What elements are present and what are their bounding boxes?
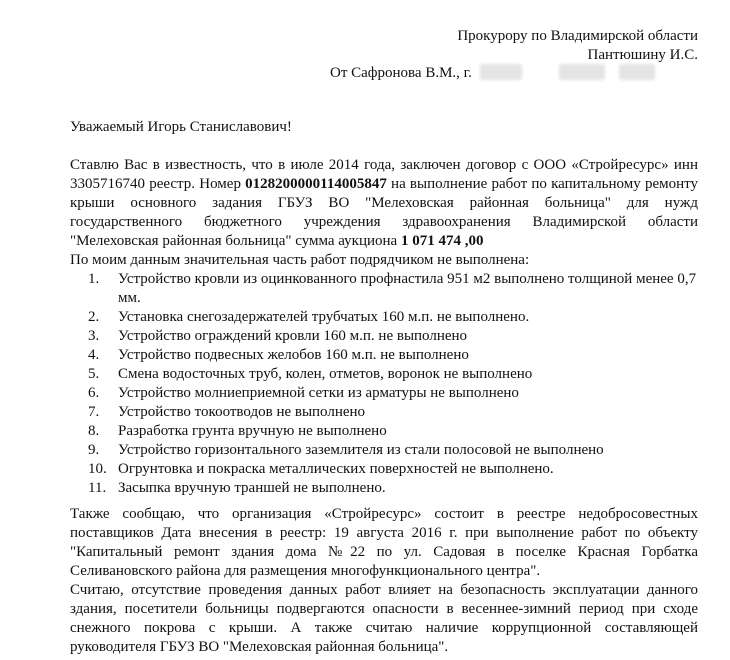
main-paragraph <box>70 156 698 498</box>
redacted-address-2 <box>619 64 655 80</box>
work-item-text: Устройство горизонтального заземлителя из стали полосовой не выполнено <box>118 442 604 458</box>
work-item-text: Устройство токоотводов не выполнено <box>118 404 366 420</box>
work-item-number: 4. <box>88 347 100 363</box>
work-item <box>70 479 698 498</box>
work-item-text: Засыпка вручную траншей не выполнено. <box>118 480 386 496</box>
sender-line <box>330 64 655 83</box>
work-item-number: 8. <box>88 423 100 439</box>
redacted-city <box>480 64 522 80</box>
work-item-text: Установка снегозадержателей трубчатых 160 м.п. не выполнено. <box>118 309 530 325</box>
work-item-text: Огрунтовка и покраска металлических поверхностей не выполнено. <box>118 461 554 477</box>
work-item <box>70 270 698 308</box>
work-item-text: Устройство ограждений кровли 160 м.п. не выполнено <box>118 328 468 344</box>
work-item <box>70 441 698 460</box>
safety-paragraph: Считаю, отсутствие проведения данных работ влияет на безопасность эксплуатации данного здания, посетители больницы подвергаются опасности в весеннее-зимний период при сходе снежного покрова с крыши. А также считаю наличие коррупционной составляющей руководителя ГБУЗ ВО "Мелеховская районная больница". <box>70 582 698 655</box>
work-item <box>70 365 698 384</box>
contract-text-2: на выполнение работ по капитальному ремонту крыши основного задания ГБУЗ ВО "Мелеховская районная больница" для нужд государственного бюджетного учреждения здравоохранения Владимирской области "Мелеховская районная больница" сумма аукциона <box>70 176 698 249</box>
work-item-text: Смена водосточных труб, колен, отметов, воронок не выполнено <box>118 366 533 382</box>
work-item-number: 3. <box>88 328 100 344</box>
works-list <box>70 270 698 498</box>
auction-amount: 1 071 474 ,00 <box>400 233 484 249</box>
contract-text-1: Ставлю Вас в известность, что в июле 2014 года, заключен договор с ООО «Стройресурс» инн 3305716740 реестр. Номер <box>70 157 698 192</box>
work-item-text: Устройство молниеприемной сетки из арматуры не выполнено <box>118 385 519 401</box>
work-item-number: 2. <box>88 309 100 325</box>
work-item <box>70 346 698 365</box>
work-item <box>70 308 698 327</box>
work-item <box>70 422 698 441</box>
work-item-number: 1. <box>88 271 100 287</box>
work-item-text: Устройство подвесных желобов 160 м.п. не выполнено <box>118 347 469 363</box>
work-item-number: 10. <box>88 461 107 477</box>
closing-section <box>70 505 698 657</box>
sender-prefix: От Сафронова В.М., г. <box>330 65 472 81</box>
work-item <box>70 327 698 346</box>
work-item <box>70 460 698 479</box>
work-item <box>70 403 698 422</box>
works-intro: По моим данным значительная часть работ подрядчиком не выполнена: <box>70 252 530 268</box>
redacted-address <box>559 64 605 80</box>
work-item-text: Устройство кровли из оцинкованного профнастила 951 м2 выполнено толщиной менее 0,7 мм. <box>118 271 697 306</box>
work-item-number: 9. <box>88 442 100 458</box>
work-item-number: 7. <box>88 404 100 420</box>
recipient-line-2: Пантюшину И.С. <box>587 47 698 63</box>
registry-number: 0128200000114005847 <box>245 176 387 192</box>
work-item-number: 5. <box>88 366 100 382</box>
work-item-text: Разработка грунта вручную не выполнено <box>118 423 387 439</box>
work-item-number: 6. <box>88 385 100 401</box>
registry-paragraph: Также сообщаю, что организация «Стройресурс» состоит в реестре недобросовестных поставщиков Дата внесения в реестр: 19 августа 2016 г. при выполнение работ по объекту "Капитальный ремонт здания дома №22 по ул. Садовая в поселке Красная Горбатка Селивановского района для размещения многофункционального центра". <box>70 506 698 579</box>
work-item <box>70 384 698 403</box>
recipient-line-1: Прокурору по Владимирской области <box>457 28 698 44</box>
contract-paragraph <box>70 156 698 251</box>
greeting: Уважаемый Игорь Станиславович! <box>70 119 292 135</box>
work-item-number: 11. <box>88 480 107 496</box>
